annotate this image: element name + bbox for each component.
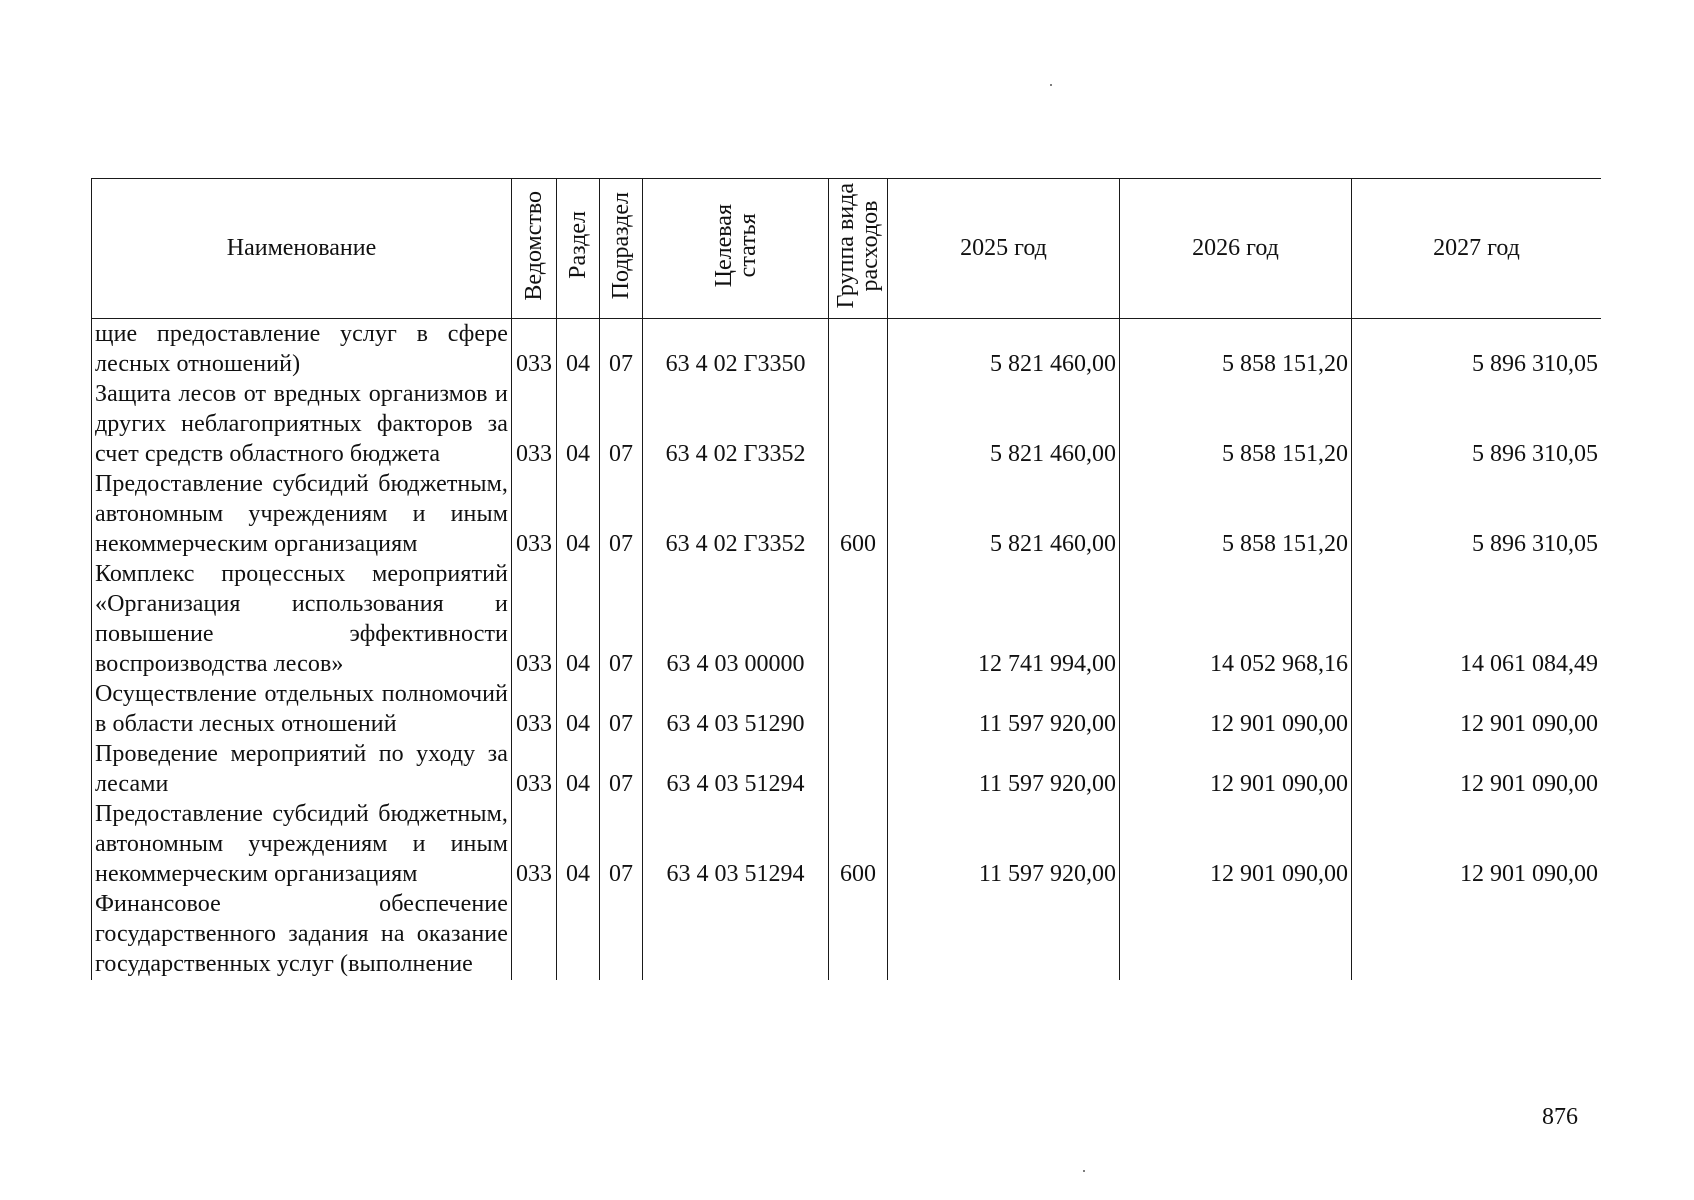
row-section: 04 (557, 319, 600, 380)
row-section: 04 (557, 739, 600, 799)
row-section: 04 (557, 799, 600, 889)
header-target-article: Целевая статья (643, 179, 829, 319)
row-expense-group: 600 (829, 799, 888, 889)
row-target-article: 63 4 02 Г3352 (643, 469, 829, 559)
row-amount-2025: 5 821 460,00 (888, 379, 1120, 469)
row-subsection: 07 (600, 799, 643, 889)
row-department: 033 (512, 799, 557, 889)
table-row (92, 679, 1602, 739)
row-department: 033 (512, 379, 557, 469)
row-expense-group (829, 889, 888, 979)
table-row (92, 799, 1602, 889)
row-target-article: 63 4 03 51294 (643, 799, 829, 889)
header-section: Раздел (557, 179, 600, 319)
row-name: Проведение мероприятий по уходу за лесами (92, 739, 512, 799)
row-name: Осуществление отдельных полномочий в области лесных отношений (92, 679, 512, 739)
row-name: щие предоставление услуг в сфере лесных отношений) (92, 319, 512, 380)
row-section: 04 (557, 559, 600, 679)
table-row (92, 739, 1602, 799)
row-amount-2026: 12 901 090,00 (1120, 739, 1352, 799)
row-section: 04 (557, 379, 600, 469)
row-department: 033 (512, 319, 557, 380)
row-expense-group (829, 559, 888, 679)
row-name: Предоставление субсидий бюджетным, автономным учреждениям и иным некоммерческим организациям (92, 799, 512, 889)
row-amount-2027: 12 901 090,00 (1352, 739, 1602, 799)
row-amount-2025: 11 597 920,00 (888, 799, 1120, 889)
header-year-2027: 2027 год (1352, 179, 1602, 319)
row-amount-2027: 14 061 084,49 (1352, 559, 1602, 679)
row-subsection: 07 (600, 559, 643, 679)
table-row (92, 319, 1602, 380)
header-department: Ведомство (512, 179, 557, 319)
row-section: 04 (557, 679, 600, 739)
row-amount-2026: 5 858 151,20 (1120, 319, 1352, 380)
row-subsection: 07 (600, 469, 643, 559)
table-row (92, 559, 1602, 679)
header-subsection: Подраздел (600, 179, 643, 319)
row-subsection: 07 (600, 739, 643, 799)
row-amount-2027: 5 896 310,05 (1352, 319, 1602, 380)
row-department: 033 (512, 559, 557, 679)
row-expense-group (829, 319, 888, 380)
row-amount-2025 (888, 889, 1120, 979)
budget-table (91, 178, 1601, 980)
row-amount-2025: 12 741 994,00 (888, 559, 1120, 679)
row-name: Комплекс процессных мероприятий «Организация использования и повышение эффективности воспроизводства лесов» (92, 559, 512, 679)
table-row (92, 379, 1602, 469)
header-year-2025: 2025 год (888, 179, 1120, 319)
row-name: Предоставление субсидий бюджетным, автономным учреждениям и иным некоммерческим организациям (92, 469, 512, 559)
row-amount-2027: 12 901 090,00 (1352, 799, 1602, 889)
row-amount-2026: 5 858 151,20 (1120, 379, 1352, 469)
table-continuation (92, 979, 1602, 980)
header-name: Наименование (92, 179, 512, 319)
page-number: 876 (1542, 1104, 1578, 1130)
row-amount-2025: 11 597 920,00 (888, 679, 1120, 739)
row-subsection (600, 889, 643, 979)
scan-speck (1083, 1170, 1085, 1172)
row-name: Защита лесов от вредных организмов и других неблагоприятных факторов за счет средств областного бюджета (92, 379, 512, 469)
row-amount-2026: 12 901 090,00 (1120, 679, 1352, 739)
row-target-article (643, 889, 829, 979)
row-subsection: 07 (600, 679, 643, 739)
header-year-2026: 2026 год (1120, 179, 1352, 319)
row-department: 033 (512, 679, 557, 739)
row-target-article: 63 4 03 00000 (643, 559, 829, 679)
row-target-article: 63 4 02 Г3352 (643, 379, 829, 469)
row-department: 033 (512, 739, 557, 799)
row-amount-2027: 12 901 090,00 (1352, 679, 1602, 739)
row-section (557, 889, 600, 979)
row-amount-2025: 5 821 460,00 (888, 469, 1120, 559)
row-expense-group: 600 (829, 469, 888, 559)
budget-table-sheet (91, 178, 1601, 1098)
row-expense-group (829, 379, 888, 469)
row-target-article: 63 4 02 Г3350 (643, 319, 829, 380)
table-header-row (92, 179, 1602, 319)
row-section: 04 (557, 469, 600, 559)
row-name: Финансовое обеспечение государственного задания на оказание государственных услуг (выполнение (92, 889, 512, 979)
row-subsection: 07 (600, 379, 643, 469)
row-amount-2026: 12 901 090,00 (1120, 799, 1352, 889)
row-amount-2026 (1120, 889, 1352, 979)
row-subsection: 07 (600, 319, 643, 380)
row-amount-2027: 5 896 310,05 (1352, 379, 1602, 469)
row-target-article: 63 4 03 51290 (643, 679, 829, 739)
row-expense-group (829, 739, 888, 799)
row-amount-2026: 14 052 968,16 (1120, 559, 1352, 679)
row-amount-2025: 5 821 460,00 (888, 319, 1120, 380)
row-department (512, 889, 557, 979)
row-amount-2027 (1352, 889, 1602, 979)
scan-speck (1050, 84, 1052, 86)
row-expense-group (829, 679, 888, 739)
row-amount-2026: 5 858 151,20 (1120, 469, 1352, 559)
row-department: 033 (512, 469, 557, 559)
row-amount-2025: 11 597 920,00 (888, 739, 1120, 799)
row-amount-2027: 5 896 310,05 (1352, 469, 1602, 559)
header-expense-group: Группа вида расходов (829, 179, 888, 319)
table-row (92, 469, 1602, 559)
row-target-article: 63 4 03 51294 (643, 739, 829, 799)
table-row (92, 889, 1602, 979)
